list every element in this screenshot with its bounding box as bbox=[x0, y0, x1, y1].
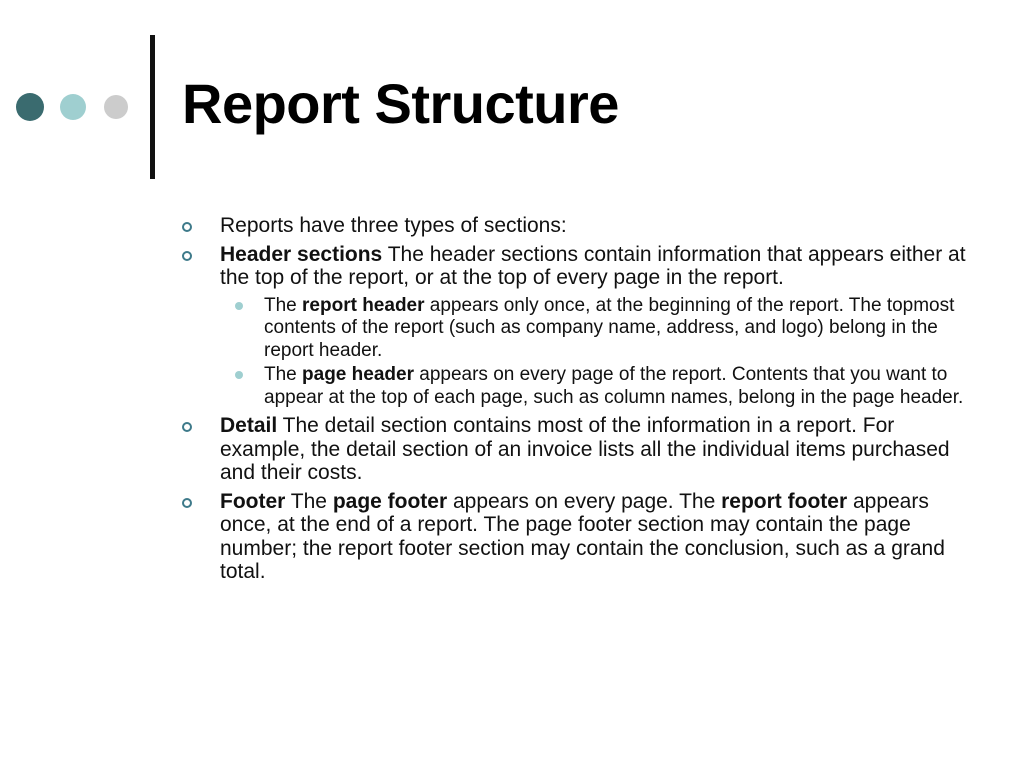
decorative-dot-dark bbox=[16, 93, 44, 121]
sub-bullet-page-header bbox=[182, 364, 982, 409]
bullet-footer-label: Footer bbox=[220, 489, 286, 513]
sub-bullet-report-header-text: appears only once, at the beginning of the report. The topmost contents of the report (such as company name, address, and logo) belong in the report header. bbox=[264, 294, 955, 361]
hollow-circle-bullet-icon bbox=[182, 498, 192, 508]
bullet-footer-report-footer: report footer bbox=[721, 489, 848, 513]
sub-bullet-page-header-text: appears on every page of the report. Contents that you want to appear at the top of each page, such as column names, belong in the page header. bbox=[264, 364, 964, 408]
slide-body bbox=[182, 214, 982, 589]
bullet-detail-label: Detail bbox=[220, 414, 278, 437]
bullet-detail bbox=[182, 414, 982, 485]
bullet-header-label: Header sections bbox=[220, 242, 383, 266]
filled-circle-bullet-icon bbox=[235, 302, 243, 310]
bullet-detail-text: The detail section contains most of the information in a report. For example, the detail section of an invoice lists all the individual items purchased and their costs. bbox=[220, 414, 950, 484]
bullet-footer bbox=[182, 490, 982, 584]
hollow-circle-bullet-icon bbox=[182, 251, 192, 261]
decorative-dot-light bbox=[60, 94, 86, 120]
bullet-footer-text-3: appears once, at the end of a report. The page footer section may contain the page number; the report footer section may contain the conclusion, such as a grand total. bbox=[220, 489, 945, 583]
bullet-header-sections bbox=[182, 243, 982, 290]
bullet-intro bbox=[182, 214, 982, 238]
hollow-circle-bullet-icon bbox=[182, 422, 192, 432]
bullet-footer-text-2: appears on every page. The bbox=[447, 489, 722, 513]
filled-circle-bullet-icon bbox=[235, 371, 243, 379]
hollow-circle-bullet-icon bbox=[182, 222, 192, 232]
sub-bullet-report-header-label: report header bbox=[302, 294, 425, 316]
bullet-intro-text: Reports have three types of sections: bbox=[220, 214, 567, 237]
sub-bullet-report-header-prefix: The bbox=[264, 294, 303, 316]
slide-title: Report Structure bbox=[182, 72, 619, 135]
bullet-footer-page-footer: page footer bbox=[332, 489, 448, 513]
sub-bullet-page-header-label: page header bbox=[302, 364, 414, 385]
sub-bullet-report-header bbox=[182, 295, 982, 363]
bullet-header-text: The header sections contain information that appears either at the top of the report, or at the top of every page in the report. bbox=[220, 242, 966, 289]
sub-bullet-page-header-prefix: The bbox=[264, 364, 303, 385]
decorative-dot-gray bbox=[104, 95, 128, 119]
title-divider bbox=[150, 35, 155, 179]
bullet-footer-text-1: The bbox=[285, 489, 333, 513]
